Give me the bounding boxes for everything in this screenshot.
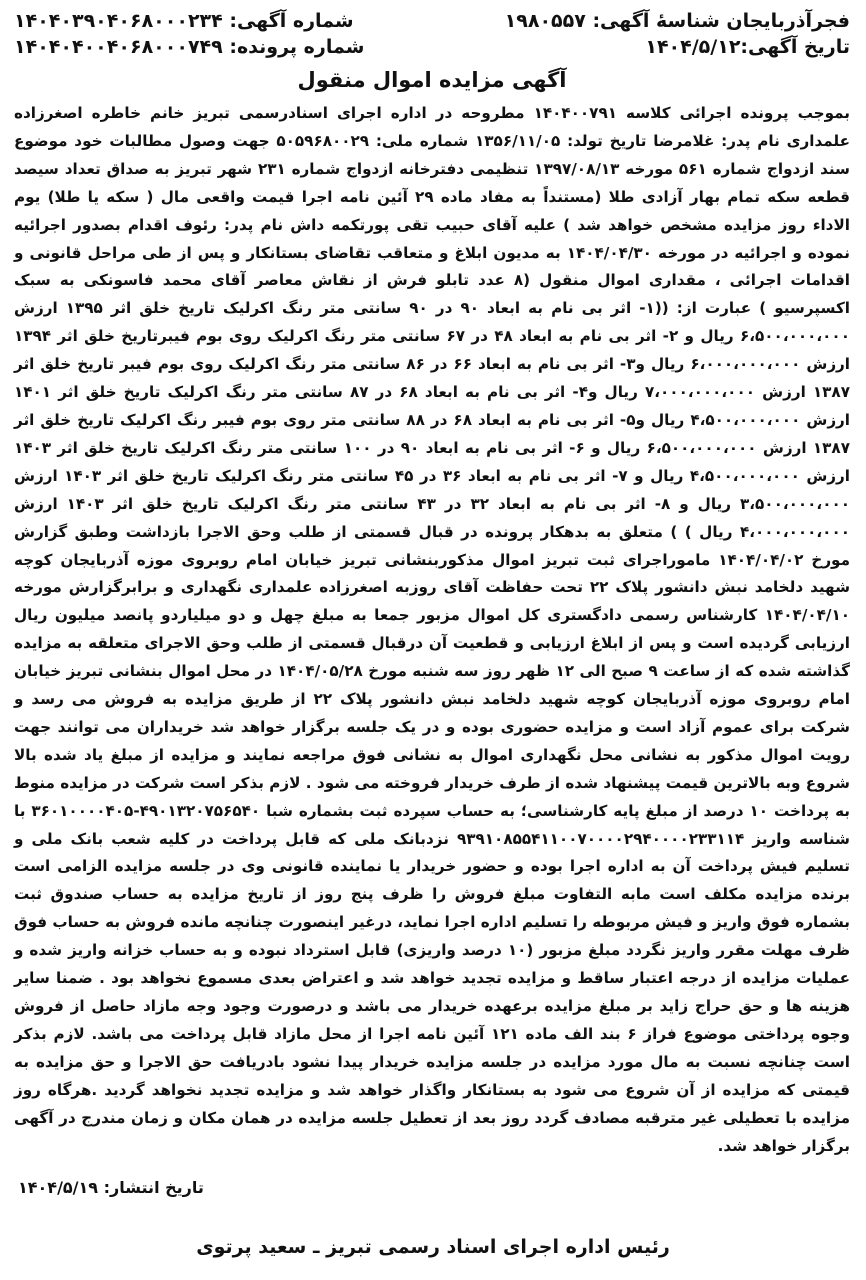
publisher-line: فجرآذربایجان شناسهٔ آگهی: ۱۹۸۰۵۵۷ — [504, 10, 850, 32]
notice-date-line: تاریخ آگهی:۱۴۰۴/۵/۱۲ — [645, 36, 850, 58]
notice-title: آگهی مزایده اموال منقول — [297, 68, 567, 92]
publish-date-line — [18, 1178, 204, 1197]
header-row-1 — [14, 8, 850, 34]
header-row-2 — [14, 34, 850, 60]
notice-number-line: شماره آگهی: ۱۴۰۴۰۳۹۰۴۰۶۸۰۰۰۲۳۴ — [14, 10, 354, 32]
file-number-line: شماره پرونده: ۱۴۰۴۰۴۰۰۴۰۶۸۰۰۰۷۴۹ — [14, 36, 365, 58]
publish-date-value: ۱۴۰۴/۵/۱۹ — [18, 1178, 99, 1197]
notice-body: بموجب پرونده اجرائی کلاسه ۱۴۰۴۰۰۷۹۱ مطروحه در اداره اجرای اسنادرسمی تبریز خانم خاطره اصغرزاده علمداری نام پدر: غلامرضا تاریخ تولد: ۱۳۵۶/۱۱/۰۵ شماره ملی: ۵۰۵۹۶۸۰۰۲۹ جهت وصول مطالبات خود موضوع سند ازدواج شماره ۵۶۱ مورخه ۱۳۹۷/۰۸/۱۳ تنظیمی دفترخانه ازدواج شماره ۲۳۱ شهر تبریز به صداق تعداد سیصد قطعه سکه تمام بهار آزادی طلا (مستنداً به مفاد ماده ۲۹ آئین نامه اجرا قیمت واقعی مال ( سکه یا طلا) یوم الاداء روز مزایده مشخص خواهد شد ) علیه آقای حبیب تقی پورتکمه داش نام پدر: رئوف اقدام بصدور اجرائیه نموده و اجرائیه در مورخه ۱۴۰۴/۰۴/۳۰ به مدیون ابلاغ و متعاقب تقاضای بستانکار و پس از طی مراحل قانونی و اقدامات اجرائی ، مقداری اموال منقول (۸ عدد تابلو فرش از نقاش معاصر آقای محمد فاسونکی به سبک اکسپرسیو ) عبارت از: ((۱- اثر بی نام به ابعاد ۹۰ در ۹۰ سانتی متر رنگ اکرلیک تاریخ خلق اثر ۱۳۹۵ ارزش ۶،۵۰۰،۰۰۰،۰۰۰ ریال و ۲- اثر بی نام به ابعاد ۴۸ در ۶۷ سانتی متر رنگ اکرلیک روی بوم فیبرتاریخ خلق اثر ۱۳۹۴ ارزش ۶،۰۰۰،۰۰۰،۰۰۰ ریال و۳- اثر بی نام به ابعاد ۶۶ در ۸۶ سانتی متر رنگ اکرلیک روی بوم فیبر تاریخ خلق اثر ۱۳۸۷ ارزش ۷،۰۰۰،۰۰۰،۰۰۰ ریال و۴- اثر بی نام به ابعاد ۶۸ در ۸۷ سانتی متر رنگ اکرلیک تاریخ خلق اثر ۱۴۰۱ ارزش ۴،۵۰۰،۰۰۰،۰۰۰ ریال و۵- اثر بی نام به ابعاد ۶۸ در ۸۸ سانتی متر روی بوم فیبر رنگ اکرلیک تاریخ خلق اثر ۱۳۸۷ ارزش ۶،۵۰۰،۰۰۰،۰۰۰ ریال و ۶- اثر بی نام به ابعاد ۹۰ در ۱۰۰ سانتی متر رنگ اکرلیک تاریخ خلق اثر ۱۴۰۳ ارزش ۴،۵۰۰،۰۰۰،۰۰۰ ریال و ۷- اثر بی نام به ابعاد ۳۶ در ۴۵ سانتی متر رنگ اکرلیک تاریخ خلق اثر ۱۴۰۳ ارزش ۳،۵۰۰،۰۰۰،۰۰۰ ریال و ۸- اثر بی نام به ابعاد ۳۲ در ۴۳ سانتی متر رنگ اکرلیک تاریخ خلق اثر ۱۴۰۳ ارزش ۴،۰۰۰،۰۰۰،۰۰۰ ریال ) ) متعلق به بدهکار پرونده در قبال قسمتی از طلب وحق الاجرا بازداشت وطبق گزارش مورخ ۱۴۰۴/۰۴/۰۲ ماموراجرای ثبت تبریز اموال مذکوربنشانی تبریز خیابان امام روبروی موزه آذربایجان کوچه شهید دلخامد نبش دانشور پلاک ۲۲ تحت حفاظت آقای روزبه اصغرزاده علمداری نگهداری و برابرگزارش مورخه ۱۴۰۴/۰۴/۱۰ کارشناس رسمی دادگستری کل اموال مزبور جمعا به مبلغ چهل و دو میلیاردو پانصد میلیون ریال ارزیابی گردیده است و پس از ابلاغ ارزیابی و قطعیت آن درقبال قسمتی از طلب وحق الاجرای متعلقه به مزایده گذاشته شده که از ساعت ۹ صبح الی ۱۲ ظهر روز سه شنبه مورخ ۱۴۰۴/۰۵/۲۸ در محل اموال بنشانی تبریز خیابان امام روبروی موزه آذربایجان کوچه شهید دلخامد نبش دانشور پلاک ۲۲ از طریق مزایده به فروش می رسد و شرکت برای عموم آزاد است و مزایده حضوری بوده و در یک جلسه برگزار خواهد شد خریداران می توانند جهت رویت اموال مذکور به نشانی محل نگهداری اموال به نشانی فوق مراجعه نمایند و مزایده از مبلغ یاد شده بالا شروع وبه بالاترین قیمت پیشنهاد شده از طرف خریدار فروخته می شود . لازم بذکر است شرکت در مزایده منوط به پرداخت ۱۰ درصد از مبلغ پایه کارشناسی؛ به حساب سپرده ثبت بشماره شبا ۴۹۰۱۳۲۰۷۵۶۵۴۰-۳۶۰۱۰۰۰۰۴۰۵ با شناسه واریز ۹۳۹۱۰۸۵۵۴۱۱۰۰۷۰۰۰۰۲۹۴۰۰۰۰۲۳۳۱۱۴ نزدبانک ملی که قابل پرداخت در کلیه شعب بانک ملی و تسلیم فیش پرداخت آن به اداره اجرا بوده و حضور خریدار یا نماینده قانونی وی در جلسه مزایده الزامی است برنده مزایده مکلف است مابه التفاوت مبلغ فروش را ظرف پنج روز از تاریخ مزایده به حساب صندوق ثبت بشماره فوق واریز و فیش مربوطه را تسلیم اداره اجرا نماید، درغیر اینصورت چنانچه مانده فروش به حساب فوق ظرف مهلت مقرر واریز نگردد مبلغ مزبور (۱۰ درصد واریزی) قابل استرداد نبوده و به حساب خزانه واریز شده و عملیات مزایده از درجه اعتبار ساقط و مزایده تجدید خواهد شد و اعتراض بعدی مسموع نخواهد بود . ضمنا سایر هزینه ها و حق حراج زاید بر مبلغ مزایده برعهده خریدار می باشد و درصورت وجود وجه مازاد حاصل از فروش وجوه پرداختی موضوع فراز ۶ بند الف ماده ۱۲۱ آئین نامه اجرا از محل مازاد قابل پرداخت می باشد. لازم بذکر است چنانچه نسبت به مال مورد مزایده در جلسه مزایده خریدار پیدا نشود بادریافت حق الاجرا و حق مزایده به قیمتی که مزایده از آن شروع می شود به بستانکار واگذار خواهد شد و مزایده تجدید نخواهد گردید .هرگاه روز مزایده با تعطیلی غیر مترقبه مصادف گردد روز بعد از تعطیل جلسه مزایده در همان مکان و زمان مندرج در آگهی برگزار خواهد شد. — [14, 104, 851, 1155]
signature-line: رئیس اداره اجرای اسناد رسمی تبریز ـ سعید پرتوی — [196, 1236, 670, 1258]
publish-date-label: تاریخ انتشار: — [103, 1178, 204, 1197]
